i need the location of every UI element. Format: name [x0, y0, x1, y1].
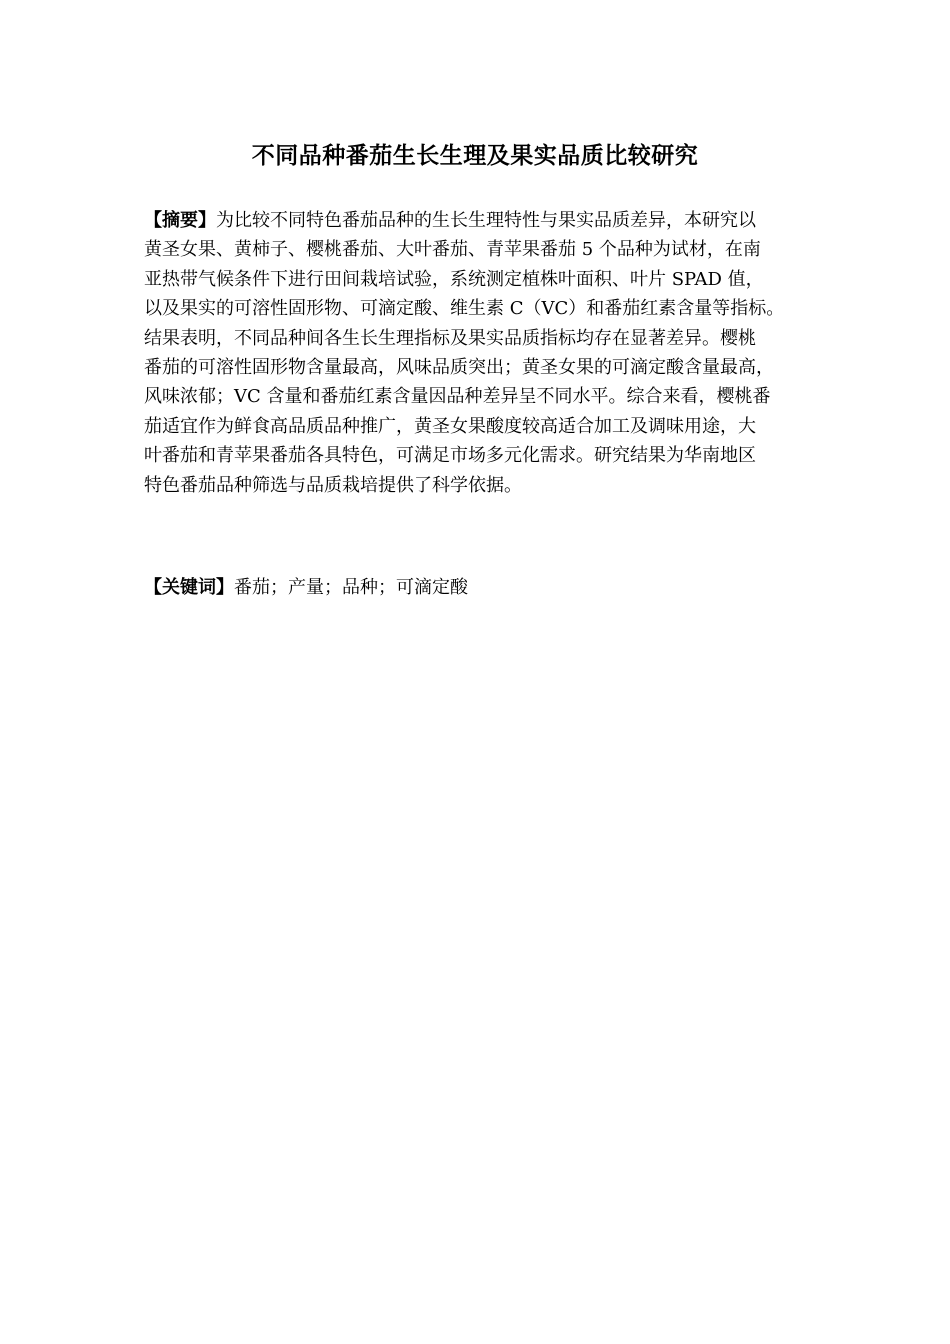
abstract-line: 结果表明，不同品种间各生长生理指标及果实品质指标均存在显著差异。樱桃	[144, 327, 756, 349]
keywords-section	[144, 573, 468, 602]
abstract-label: 【摘要】	[144, 210, 216, 231]
abstract-line: 风味浓郁；VC 含量和番茄红素含量因品种差异呈不同水平。综合来看，樱桃番	[144, 386, 771, 408]
abstract-line: 叶番茄和青苹果番茄各具特色，可满足市场多元化需求。研究结果为华南地区	[144, 445, 756, 467]
abstract-section	[144, 206, 810, 500]
paper-title: 不同品种番茄生长生理及果实品质比较研究	[251, 143, 699, 169]
abstract-line	[144, 206, 810, 235]
abstract-line: 黄圣女果、黄柿子、樱桃番茄、大叶番茄、青苹果番茄 5 个品种为试材，在南	[144, 239, 761, 261]
keywords-text: 番茄；产量；品种；可滴定酸	[234, 577, 468, 598]
abstract-line: 茄适宜作为鲜食高品质品种推广，黄圣女果酸度较高适合加工及调味用途，大	[144, 415, 756, 437]
keywords-label: 【关键词】	[144, 577, 234, 598]
abstract-text: 为比较不同特色番茄品种的生长生理特性与果实品质差异，本研究以	[216, 210, 756, 231]
abstract-line: 特色番茄品种筛选与品质栽培提供了科学依据。	[144, 474, 522, 496]
abstract-line: 以及果实的可溶性固形物、可滴定酸、维生素 C（VC）和番茄红素含量等指标。	[144, 298, 785, 320]
abstract-line: 番茄的可溶性固形物含量最高，风味品质突出；黄圣女果的可滴定酸含量最高，	[144, 357, 774, 379]
abstract-line: 亚热带气候条件下进行田间栽培试验，系统测定植株叶面积、叶片 SPAD 值，	[144, 268, 764, 290]
